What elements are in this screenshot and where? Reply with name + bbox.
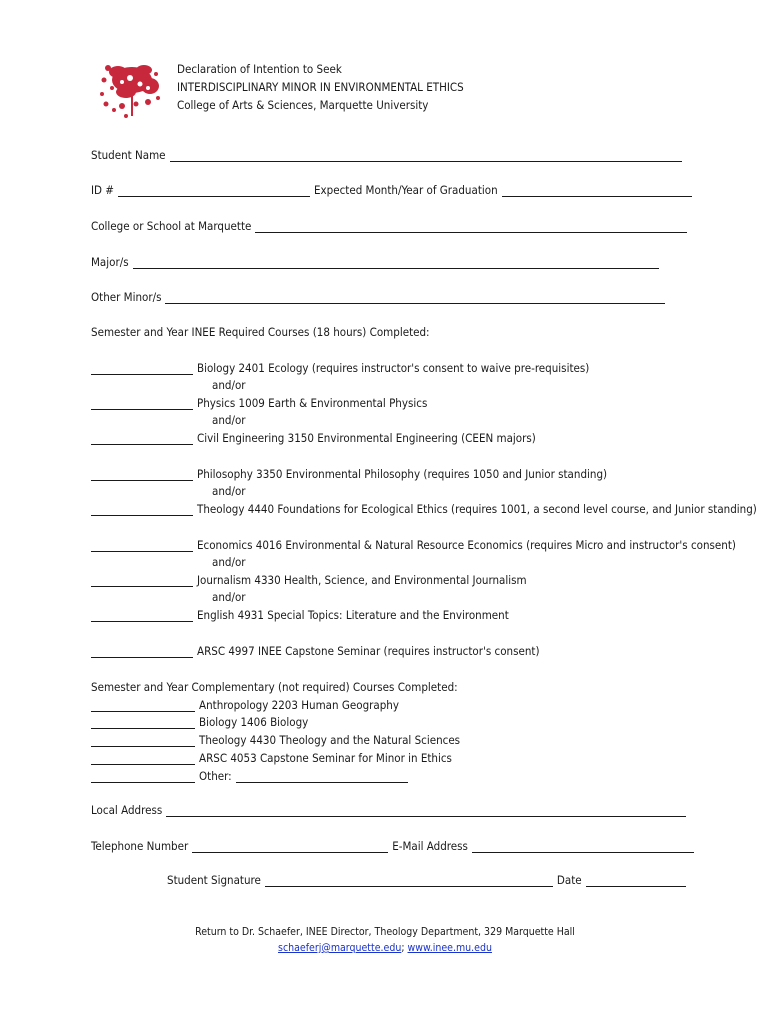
- majors-label: Major/s: [91, 255, 129, 269]
- course-item: Biology 1406 Biology: [199, 715, 309, 729]
- course-item: Civil Engineering 3150 Environmental Engineering (CEEN majors): [197, 431, 536, 445]
- form-header: [177, 60, 464, 114]
- course-item: Physics 1009 Earth & Environmental Physics: [197, 396, 428, 410]
- and-or-label: and/or: [212, 484, 246, 498]
- id-field[interactable]: [118, 184, 310, 197]
- graduation-label: Expected Month/Year of Graduation: [313, 183, 498, 197]
- website-link[interactable]: www.inee.mu.edu: [407, 942, 492, 954]
- footer-separator: ;: [401, 942, 405, 954]
- semester-field[interactable]: [91, 609, 193, 622]
- semester-field[interactable]: [91, 468, 193, 481]
- other-minors-label: Other Minor/s: [91, 290, 162, 304]
- marquette-ecology-logo-icon: [96, 58, 164, 120]
- course-item: Journalism 4330 Health, Science, and Environmental Journalism: [197, 573, 527, 587]
- header-title: INTERDISCIPLINARY MINOR IN ENVIRONMENTAL ETHICS: [177, 80, 464, 94]
- local-address-field[interactable]: [166, 804, 686, 817]
- and-or-label: and/or: [212, 555, 246, 569]
- semester-field[interactable]: [91, 770, 195, 783]
- other-course-label: Other:: [199, 769, 232, 783]
- semester-field[interactable]: [91, 574, 193, 587]
- course-item: Theology 4430 Theology and the Natural Sciences: [199, 733, 461, 747]
- return-instructions: Return to Dr. Schaefer, INEE Director, Theology Department, 329 Marquette Hall: [195, 926, 575, 938]
- graduation-field[interactable]: [502, 184, 692, 197]
- complementary-courses-heading: Semester and Year Complementary (not required) Courses Completed:: [91, 680, 458, 694]
- semester-field[interactable]: [91, 397, 193, 410]
- course-item: Economics 4016 Environmental & Natural Resource Economics (requires Micro and instructor's consent): [197, 538, 736, 552]
- semester-field[interactable]: [91, 716, 195, 729]
- required-courses-heading: Semester and Year INEE Required Courses (18 hours) Completed:: [91, 325, 430, 339]
- semester-field[interactable]: [91, 432, 193, 445]
- college-label: College or School at Marquette: [91, 219, 252, 233]
- semester-field[interactable]: [91, 734, 195, 747]
- course-item: Anthropology 2203 Human Geography: [199, 698, 399, 712]
- footer-links: [0, 942, 770, 954]
- other-course-field[interactable]: [236, 770, 408, 783]
- date-field[interactable]: [586, 874, 686, 887]
- student-name-field[interactable]: [170, 149, 682, 162]
- header-line-3: College of Arts & Sciences, Marquette University: [177, 98, 429, 112]
- email-field[interactable]: [472, 840, 694, 853]
- semester-field[interactable]: [91, 539, 193, 552]
- course-item: Philosophy 3350 Environmental Philosophy (requires 1050 and Junior standing): [197, 467, 608, 481]
- email-link[interactable]: schaeferj@marquette.edu: [278, 942, 402, 954]
- header-line-1: Declaration of Intention to Seek: [177, 62, 342, 76]
- college-field[interactable]: [255, 220, 687, 233]
- id-label: ID #: [91, 183, 114, 197]
- course-item: Biology 2401 Ecology (requires instructor's consent to waive pre-requisites): [197, 361, 590, 375]
- and-or-label: and/or: [212, 590, 246, 604]
- telephone-field[interactable]: [192, 840, 388, 853]
- semester-field[interactable]: [91, 362, 193, 375]
- semester-field[interactable]: [91, 503, 193, 516]
- email-label: E-Mail Address: [392, 839, 468, 853]
- and-or-label: and/or: [212, 413, 246, 427]
- local-address-label: Local Address: [91, 803, 163, 817]
- semester-field[interactable]: [91, 645, 193, 658]
- signature-label: Student Signature: [167, 873, 261, 887]
- semester-field[interactable]: [91, 699, 195, 712]
- majors-field[interactable]: [133, 256, 659, 269]
- signature-field[interactable]: [265, 874, 553, 887]
- other-minors-field[interactable]: [165, 291, 665, 304]
- course-item: English 4931 Special Topics: Literature and the Environment: [197, 608, 509, 622]
- semester-field[interactable]: [91, 752, 195, 765]
- course-item: ARSC 4997 INEE Capstone Seminar (requires instructor's consent): [197, 644, 540, 658]
- student-name-label: Student Name: [91, 148, 166, 162]
- and-or-label: and/or: [212, 378, 246, 392]
- course-item: Theology 4440 Foundations for Ecological Ethics (requires 1001, a second level course, and Junior standing): [197, 502, 757, 516]
- date-label: Date: [556, 873, 582, 887]
- course-item: ARSC 4053 Capstone Seminar for Minor in Ethics: [199, 751, 452, 765]
- telephone-label: Telephone Number: [91, 839, 189, 853]
